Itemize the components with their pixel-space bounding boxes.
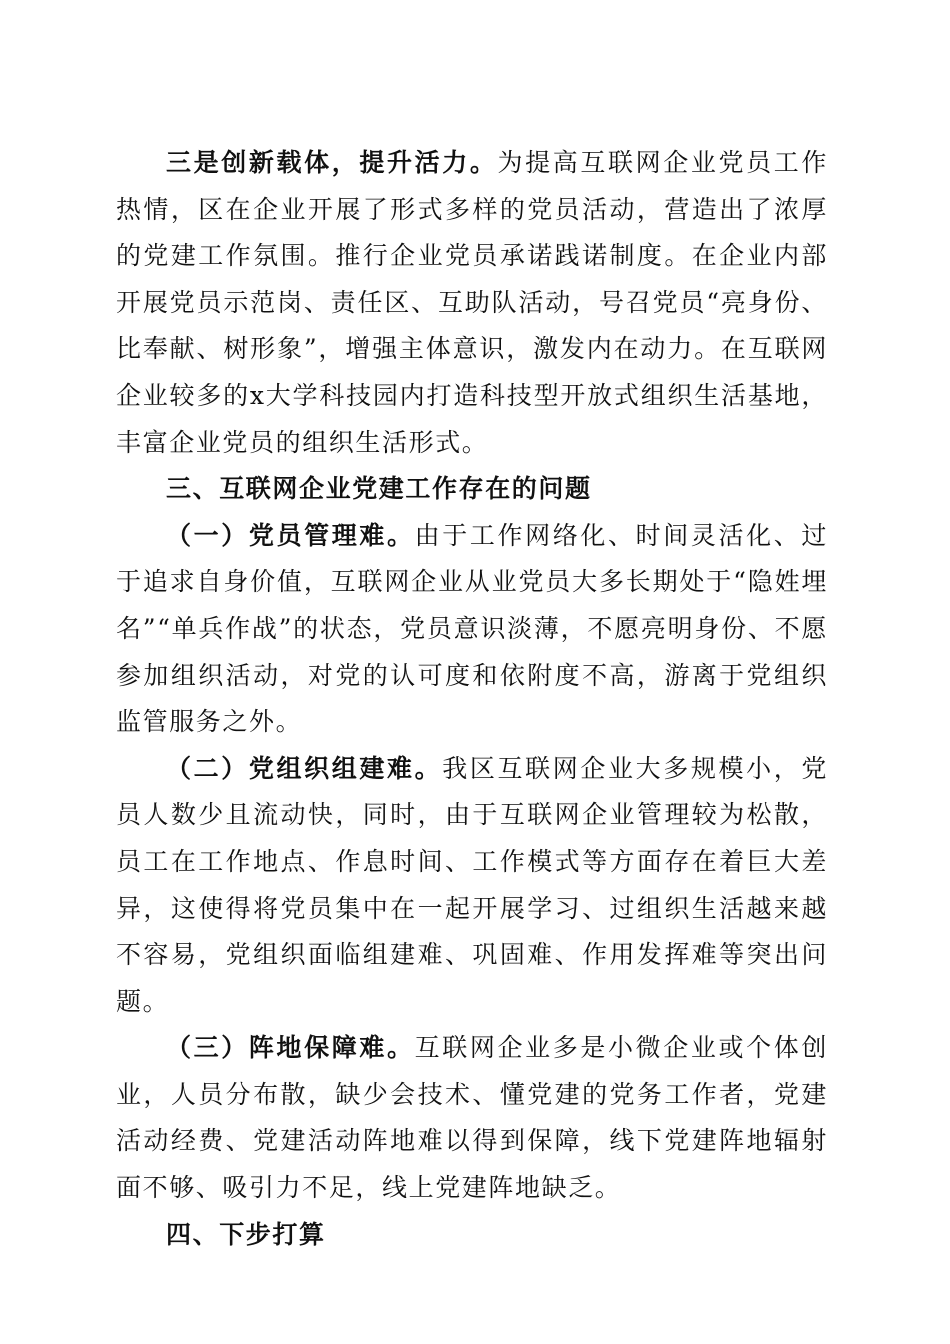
paragraph-organization-building [116,746,828,1026]
paragraph-innovation [116,140,828,466]
paragraph-body: 为提高互联网企业党员工作热情，区在企业开展了形式多样的党员活动，营造出了浓厚的党建工作氛围。推行企业党员承诺践诺制度。在企业内部开展党员示范岗、责任区、互助队活动，号召党员“亮身份、比奉献、树形象”，增强主体意识，激发内在动力。在互联网企业较多的x大学科技园内打造科技型开放式组织生活基地，丰富企业党员的组织生活形式。 [116,148,829,457]
paragraph-lead: （三）阵地保障难。 [166,1033,415,1063]
paragraph-lead: 三是创新载体，提升活力。 [166,148,498,177]
document-page [116,140,828,1258]
paragraph-body: 互联网企业多是小微企业或个体创业，人员分布散，缺少会技术、懂党建的党务工作者，党建活动经费、党建活动阵地难以得到保障，线下党建阵地辐射面不够、吸引力不足，线上党建阵地缺乏。 [116,1033,828,1203]
paragraph-position-support [116,1025,828,1211]
paragraph-lead: （一）党员管理难。 [166,520,415,550]
paragraph-body: 我区互联网企业大多规模小，党员人数少且流动快，同时，由于互联网企业管理较为松散，员工在工作地点、作息时间、工作模式等方面存在着巨大差异，这使得将党员集中在一起开展学习、过组织生活越来越不容易，党组织面临组建难、巩固难、作用发挥难等突出问题。 [116,753,828,1016]
section-heading-problems: 三、互联网企业党建工作存在的问题 [166,474,592,504]
paragraph-body: 由于工作网络化、时间灵活化、过于追求自身价值，互联网企业从业党员大多长期处于“隐姓埋名”“单兵作战”的状态，党员意识淡薄，不愿亮明身份、不愿参加组织活动，对党的认可度和依附度不高，游离于党组织监管服务之外。 [116,520,828,737]
section-heading-next-steps: 四、下步打算 [166,1219,326,1249]
paragraph-member-management [116,513,828,746]
paragraph-lead: （二）党组织组建难。 [166,753,443,783]
